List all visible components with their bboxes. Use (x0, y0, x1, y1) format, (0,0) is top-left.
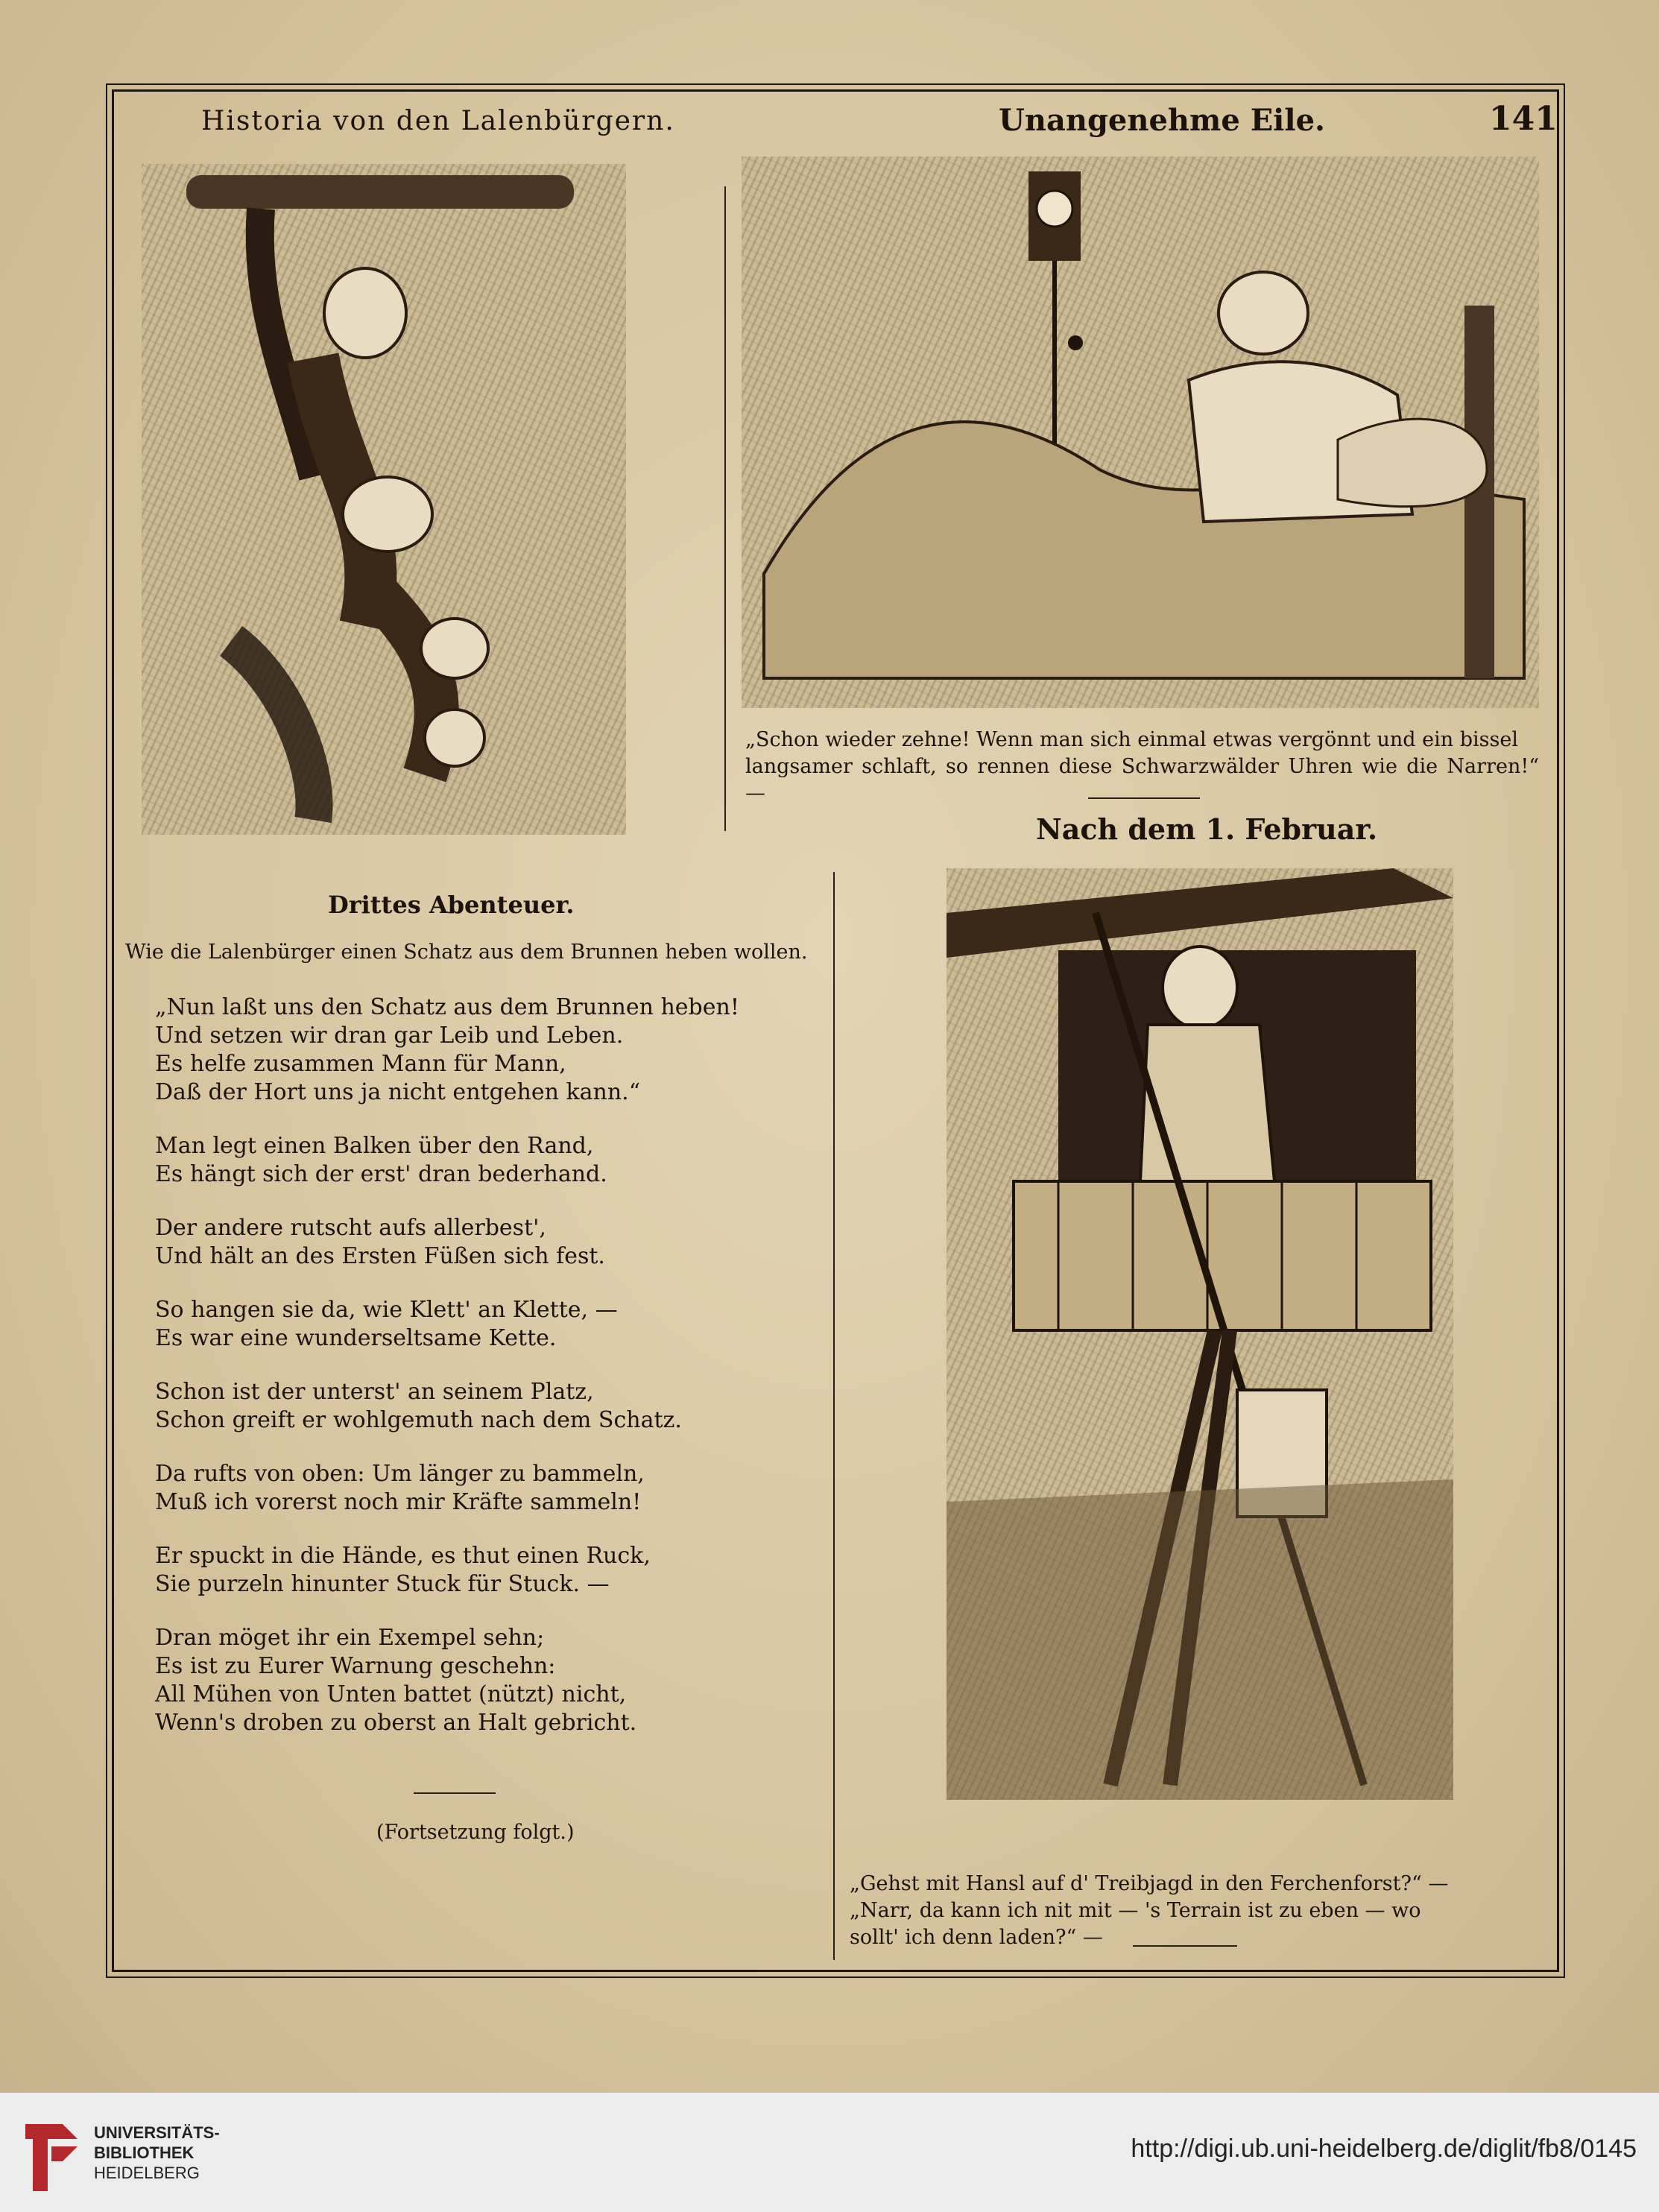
continued-note: (Fortsetzung folgt.) (376, 1821, 575, 1844)
hunter-balcony-drawing (947, 868, 1453, 1800)
poem-line: Es ist zu Eurer Warnung geschehn: (155, 1653, 556, 1679)
bed-caption-line: „Schon wieder zehne! Wenn man sich einmal etwas vergönnt und ein bissel (745, 728, 1518, 751)
poem-stanza (155, 1296, 781, 1353)
poem-line: Der andere rutscht aufs allerbest', (155, 1215, 546, 1241)
poem-line: Dran möget ihr ein Exempel sehn; (155, 1625, 545, 1651)
poem-line: Er spuckt in die Hände, es thut einen Ruck, (155, 1543, 651, 1569)
poem-line: Wenn's droben zu oberst an Halt gebricht. (155, 1710, 637, 1736)
poem-line: Und hält an des Ersten Füßen sich fest. (155, 1243, 605, 1269)
story-section-title: Drittes Abenteuer. (328, 891, 575, 919)
poem-line: Da rufts von oben: Um länger zu bammeln, (155, 1461, 645, 1487)
hanging-chain-drawing (142, 164, 626, 835)
poem-line: Muß ich vorerst noch mir Kräfte sammeln! (155, 1489, 642, 1515)
poem-line: Man legt einen Balken über den Rand, (155, 1133, 594, 1159)
library-logo-icon[interactable] (18, 2117, 85, 2194)
poem-stanza (155, 993, 781, 1107)
illustration-hanging-chain (142, 164, 626, 835)
library-name-line: HEIDELBERG (94, 2164, 200, 2182)
hunter-caption-line: sollt' ich denn laden?“ — (850, 1926, 1103, 1949)
poem-line: Und setzen wir dran gar Leib und Leben. (155, 1023, 624, 1049)
februar-title: Nach dem 1. Februar. (1036, 812, 1378, 846)
poem-line: Es helfe zusammen Mann für Mann, (155, 1051, 566, 1077)
bed-caption (745, 727, 1539, 807)
poem-stanza (155, 1460, 781, 1517)
bed-caption-line: langsamer schlaft, so rennen diese Schwarzwälder Uhren wie die Narren!“ — (745, 755, 1539, 805)
poem-line: „Nun laßt uns den Schatz aus dem Brunnen heben! (155, 994, 739, 1020)
poem-line: All Mühen von Unten battet (nützt) nicht, (155, 1681, 627, 1707)
library-name-line: UNIVERSITÄTS- (94, 2123, 220, 2142)
illustration-bed-clock (742, 157, 1539, 708)
hunter-caption-line: „Gehst mit Hansl auf d' Treibjagd in den Ferchenforst?“ — (850, 1872, 1449, 1895)
poem-line: So hangen sie da, wie Klett' an Klette, — (155, 1297, 618, 1323)
column-divider-top (724, 186, 726, 831)
story-subtitle: Wie die Lalenbürger einen Schatz aus dem Brunnen heben wollen. (125, 941, 808, 964)
library-name-line: BIBLIOTHEK (94, 2143, 195, 2162)
source-url-link[interactable]: http://digi.ub.uni-heidelberg.de/diglit/fb8/0145 (1131, 2134, 1637, 2163)
poem-line: Daß der Hort uns ja nicht entgehen kann.“ (155, 1079, 641, 1105)
hunter-caption (850, 1871, 1535, 1951)
poem-stanza (155, 1214, 781, 1271)
rule-under-bed-caption (1088, 797, 1200, 799)
column-divider-bottom (833, 872, 835, 1960)
poem-line: Es hängt sich der erst' dran bederhand. (155, 1161, 607, 1187)
bed-clock-drawing (742, 157, 1539, 708)
illustration-hunter-balcony (947, 868, 1453, 1800)
poem-stanza (155, 1378, 781, 1435)
poem-line: Sie purzeln hinunter Stuck für Stuck. — (155, 1571, 610, 1597)
poem-line: Schon ist der unterst' an seinem Platz, (155, 1379, 594, 1405)
rule-before-continued (414, 1792, 496, 1794)
rule-under-hunter-caption (1133, 1945, 1237, 1947)
poem (155, 993, 781, 1763)
poem-line: Es war eine wunderseltsame Kette. (155, 1325, 557, 1351)
poem-stanza (155, 1542, 781, 1599)
poem-stanza (155, 1624, 781, 1737)
viewer-footer (0, 2093, 1659, 2212)
library-name[interactable] (94, 2123, 220, 2183)
hunter-caption-line: „Narr, da kann ich nit mit — 's Terrain ist zu eben — wo (850, 1899, 1421, 1922)
page-number: 141 (1489, 100, 1558, 138)
header-center-title: Unangenehme Eile. (999, 103, 1325, 138)
poem-line: Schon greift er wohlgemuth nach dem Schatz. (155, 1407, 682, 1433)
poem-stanza (155, 1132, 781, 1189)
header-left-title: Historia von den Lalenbürgern. (201, 106, 675, 136)
